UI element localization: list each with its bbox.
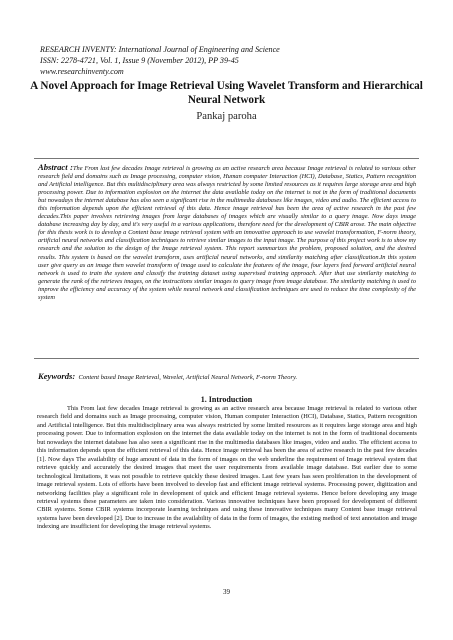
keywords <box>38 371 416 381</box>
abstract <box>38 163 416 302</box>
section-body <box>37 405 417 532</box>
journal-name: RESEARCH INVENTY: International Journal of Engineering and Science <box>40 45 280 54</box>
abstract-label: Abstract : <box>38 162 73 172</box>
journal-website: www.researchinventy.com <box>40 67 124 76</box>
paper-author: Pankaj paroha <box>196 111 257 122</box>
keywords-text: Content based Image Retrieval, Wavelet, Artificial Neural Network, F-norm Theory. <box>78 374 298 381</box>
journal-header <box>40 44 420 77</box>
page-number: 39 <box>223 588 230 596</box>
keywords-label: Keywords: <box>38 371 76 381</box>
abstract-text: The From last few decades Image retrieval is growing as an active research area because Image retrieval is related to various other research field and domains such as Image processing, computer vision, Human computer Interaction (HCI), Database, Statics, Pattern recognition and Artificial intelligence. But this multidisciplinary area was always restricted by some limited resources as it requires large storage area and high processing power. Due to information explosion on the internet the data available today on the internet is not in the form of traditional documents but nowadays the internet database has also seen a significant rise in the multimedia databases like images, video and audio. The efficient access to this information depends upon the efficient retrieval of this data. Hence image retrieval has been the area of active research in the past few decades.This paper involves retrieving images from large databases of images which are visually similar to a query image. Now days image database increasing day by day, and it's very useful in a various applications, therefore need for the development of CBIR arose. The main objective for this thesis work is to develop a Content base image retrieval system with an innovative approach to use wavelet transformation, F-norm theory, artificial neural networks and classification techniques to retrieve similar images to the input image. The purpose of this project work is to show my research and the solution to the design of the Image retrieval system. This report summarizes the problem, proposed solution, and the desired results. This system is based on the wavelet transform, uses artificial neural networks, and similarity matching after classification.In this system user give query as an image then wavelet transform of image used to calculate the features of the image, four layers feed forward artificial neural network is used to train the system and classify the training dataset using supervised training approach. After that use similarity matching to generate the rank of the retrieves images, on the instructions similar images to query image from image database. The similarity matching is used to improve the efficiency and accuracy of the system while neural network and classification techniques are used to reduce the time complexity of the system <box>38 165 416 301</box>
journal-issn: ISSN: 2278-4721, Vol. 1, Issue 9 (November 2012), PP 39-45 <box>40 56 239 65</box>
paper-title: A Novel Approach for Image Retrieval Using Wavelet Transform and Hierarchical Neural Network <box>30 80 423 106</box>
section-text: This From last few decades Image retrieval is growing as an active research area because Image retrieval is related to various other research field and domains such as Image processing, computer vision, Human computer Interaction (HCI), Database, Statics, Pattern recognition and Artificial intelligence. But this multidisciplinary area was always restricted by some limited resources as it requires large storage area and high processing power. Due to information explosion on the internet the data available today on the internet is not in the form of traditional documents but nowadays the internet database has also seen a significant rise in the multimedia databases like images, video and audio. The efficient access to this information depends upon the efficient retrieval of this data. Hence image retrieval has been the area of active research in the past few decades [1]. Now days The availability of huge amount of data in the form of images on the web underline the requirement of Image retrieval system that retrieve quickly and accurately the desired images that meet the user requirements from available image database. But earlier due to some technological limitations, it was not possible to retrieve quickly these desired images. Last few years has seen proliferation in the development of image retrieval system. Lots of efforts have been involved to develop fast and efficient image retrieval systems. Processing power, digitization and networking facilities play a significant role in development of quick and efficient Image retrieval systems. Hence before developing any image retrieval systems these parameters are taken into consideration. Various innovative techniques have been proposed for development of different CBIR systems. Some CBIR systems incorporate learning techniques and using these innovative techniques many Content base image retrieval systems have been developed [2]. Due to increase in the availability of data in the form of images, the existing method of text annotation and image indexing are insufficient for developing the image retrieval systems. <box>37 405 417 531</box>
section-heading: 1. Introduction <box>200 395 253 404</box>
